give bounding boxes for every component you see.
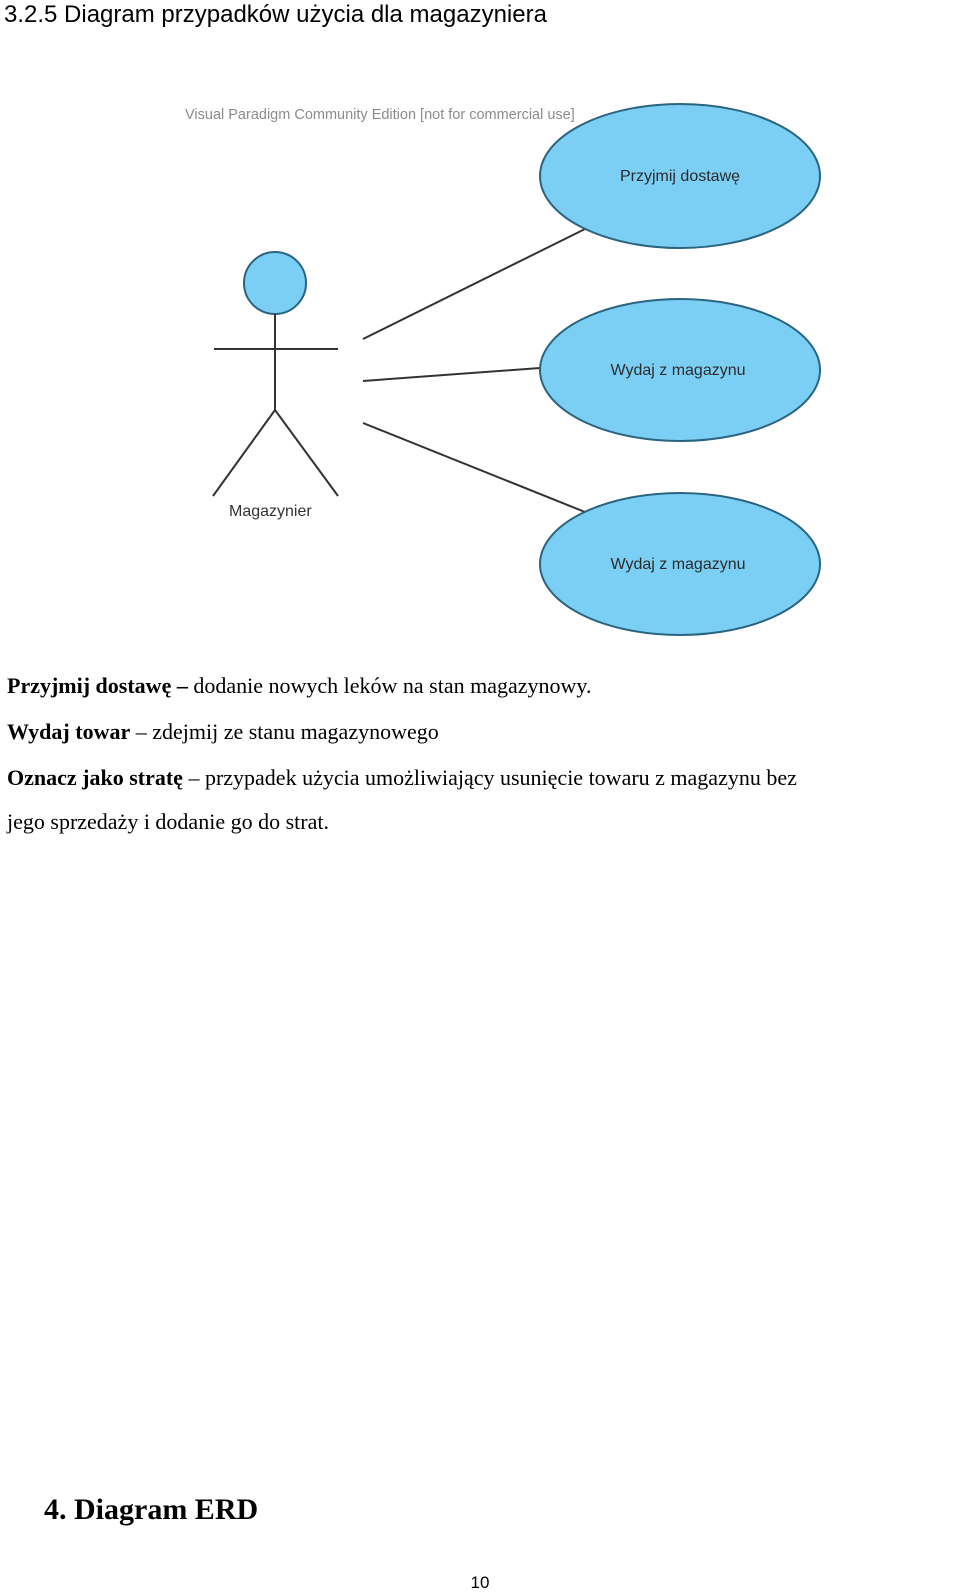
description-separator: – [182,765,205,790]
description-oznacz-continuation: jego sprzedaży i dodanie go do strat. [7,809,329,834]
description-term: Przyjmij dostawę [7,673,172,698]
description-term: Wydaj towar [7,719,131,744]
use-case-label-1: Przyjmij dostawę [619,168,741,185]
use-case-label-3: Wydaj z magazynu [610,556,746,573]
description-wydaj [7,718,439,746]
association-line-1 [363,229,585,339]
actor-head [244,252,306,314]
erd-heading: 4. Diagram ERD [44,1493,259,1526]
actor-figure [213,252,338,496]
association-line-2 [363,368,540,381]
page-number: 10 [470,1573,490,1592]
use-case-diagram [0,90,960,650]
association-line-3 [363,423,585,512]
actor-left-leg [213,410,275,496]
description-oznacz [7,764,797,792]
description-text: przypadek użycia umożliwiający usunięcie towaru z magazynu bez [204,765,797,790]
diagram-watermark: Visual Paradigm Community Edition [not for commercial use] [185,107,575,123]
description-text: dodanie nowych leków na stan magazynowy. [193,673,592,698]
section-heading: 3.2.5 Diagram przypadków użycia dla magazyniera [4,1,547,28]
actor-label: Magazynier [229,503,312,520]
description-term: Oznacz jako stratę [7,765,183,790]
description-text: zdejmij ze stanu magazynowego [152,719,439,744]
actor-right-leg [275,410,338,496]
description-separator: – [171,673,194,698]
description-przyjmij [7,672,591,700]
use-case-label-2: Wydaj z magazynu [610,362,746,379]
description-separator: – [130,719,153,744]
